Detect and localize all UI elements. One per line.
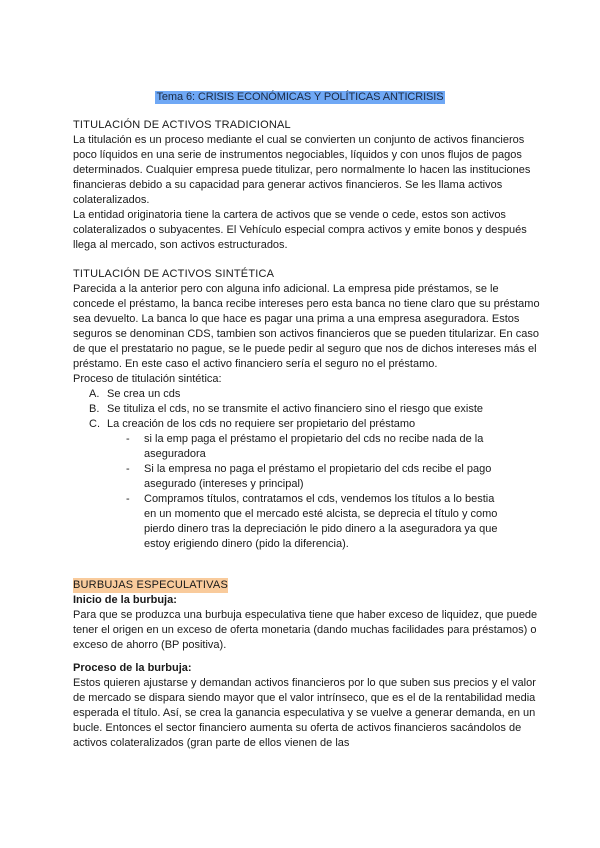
section-heading-burbujas: BURBUJAS ESPECULATIVAS [73, 579, 228, 591]
list-item: B. Se tituliza el cds, no se transmite el activo financiero sino el riesgo que existe [89, 403, 484, 415]
subheading-inicio: Inicio de la burbuja: [73, 594, 177, 606]
process-intro: Proceso de titulación sintética: [73, 373, 222, 385]
subheading-proceso: Proceso de la burbuja: [73, 662, 192, 674]
page-title: Tema 6: CRISIS ECONÓMICAS Y POLÍTICAS ANTICRISIS [156, 91, 444, 103]
paragraph: Estos quieren ajustarse y demandan activos financieros por lo que suben sus precios y el valor de mercado se dispara siendo mayor que el valor intrínseco, que es el de la rentabilidad media esperada el título. Así, se crea la ganancia especulativa y se vuelve a generar demanda, en un bucle. Entonces el sector financiero aumenta su oferta de activos financieros sacándolos de activos colateralizados (gran parte de ellos vienen de las [73, 677, 536, 749]
paragraph: La titulación es un proceso mediante el cual se convierten un conjunto de activos financieros poco líquidos en una serie de instrumentos negociables, líquidos y con unos flujos de pagos determinados. Cualquier empresa puede titulizar, pero normalmente lo hacen las instituciones financieras debido a su capacidad para generar activos financieros. Se les llama activos colateralizados. [73, 134, 531, 206]
outer-list [73, 492, 543, 552]
list-item: - Si la empresa no paga el préstamo el propietario del cds recibe el pago asegurado (intereses y principal) [126, 463, 492, 490]
title-wrap [0, 87, 600, 105]
section-heading-tradicional: TITULACIÓN DE ACTIVOS TRADICIONAL [73, 119, 291, 131]
list-item: - Compramos títulos, contratamos el cds, vendemos los títulos a lo bestia en un momento que el mercado esté alcista, se deprecia el título y como pierdo dinero tras la depreciación le pido dinero a la aseguradora ya que estoy erigiendo dinero (pido la diferencia). [126, 493, 498, 550]
paragraph: La entidad originatoria tiene la cartera de activos que se vende o cede, estos son activos colateralizados o subyacentes. El Vehículo especial compra activos y emite bonos y después llega al mercado, son activos estructurados. [73, 209, 527, 251]
paragraph: Para que se produzca una burbuja especulativa tiene que haber exceso de liquidez, que puede tener el origen en un exceso de oferta monetaria (dando muchas facilidades para préstamos) o exceso de ahorro (BP positiva). [73, 609, 538, 651]
list-item: A. Se crea un cds [89, 388, 181, 400]
list-item: - si la emp paga el préstamo el propietario del cds no recibe nada de la aseguradora [126, 433, 484, 460]
list-item: C. La creación de los cds no requiere ser propietario del préstamo [89, 418, 416, 430]
process-steps-list [73, 387, 543, 432]
paragraph: Parecida a la anterior pero con alguna info adicional. La empresa pide préstamos, se le concede el préstamo, la banca recibe intereses pero esta banca no tiene claro que su préstamo sea devuelto. La banca lo que hace es pagar una prima a una empresa aseguradora. Estos seguros se denominan CDS, tambien son activos financieros que se pueden titularizar. En caso de que el prestatario no pague, se le puede pedir al seguro que nos de dichos intereses más el préstamo. En este caso el activo financiero sería el seguro no el préstamo. [73, 283, 540, 370]
section-heading-sintetica: TITULACIÓN DE ACTIVOS SINTÉTICA [73, 268, 275, 280]
sub-list [73, 432, 543, 492]
document-body [73, 114, 543, 751]
